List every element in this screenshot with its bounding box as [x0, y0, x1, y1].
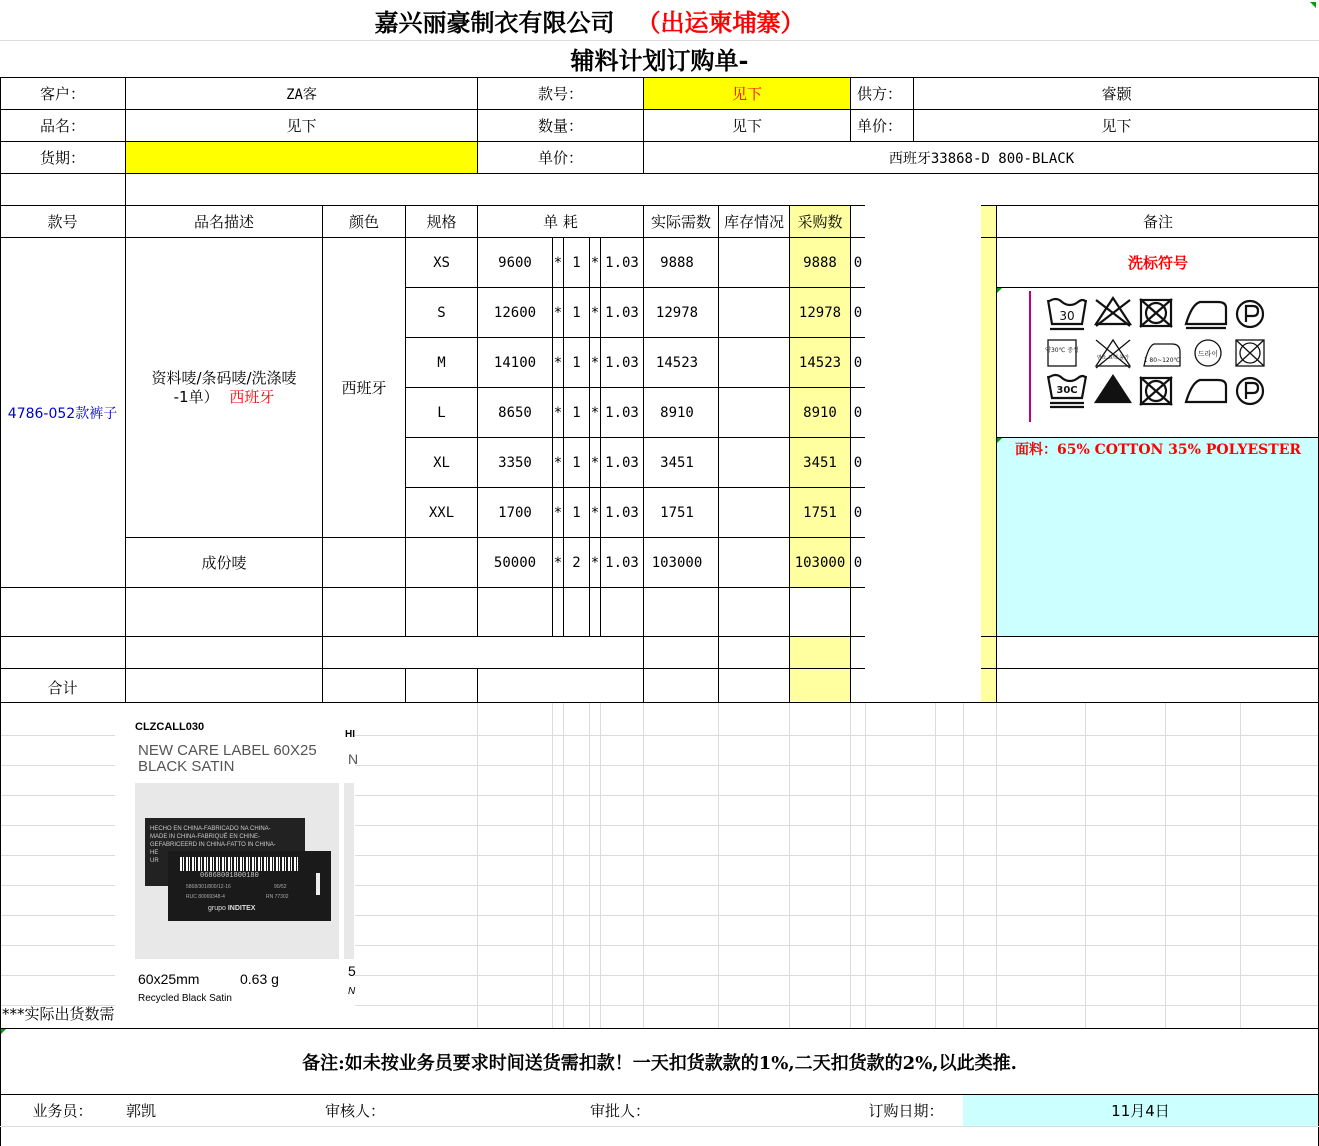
dry-clean-p-icon-2 — [1237, 378, 1263, 404]
star-cell: * — [590, 454, 600, 471]
col-actual-need: 实际需数 — [650, 213, 711, 231]
size-cell: M — [437, 354, 446, 371]
price-label: 单价： — [857, 117, 903, 135]
purchase-cell: 3451 — [803, 454, 837, 471]
label-slot — [316, 873, 320, 895]
next-card-letter-3: 5 — [348, 963, 356, 979]
qty-cell: 8650 — [498, 404, 532, 421]
inditex-logo — [208, 905, 255, 912]
star-cell: * — [553, 504, 563, 521]
next-card-edge — [344, 783, 354, 959]
delivery-value[interactable] — [126, 142, 477, 173]
dry3-text: 드라이 — [1197, 350, 1219, 358]
label-text-5: UR — [150, 858, 159, 864]
label-material: Recycled Black Satin — [138, 993, 232, 1004]
composition-star2: * — [590, 554, 600, 571]
brand-name: INDITEX — [227, 905, 256, 912]
col-description: 品名描述 — [193, 213, 254, 231]
label-text-3: GEFABRICEERD IN CHINA-FATTO IN CHINA- — [150, 842, 276, 848]
care-symbols-title: 洗标符号 — [1127, 254, 1188, 272]
label-code-3: RUC 80069348-4 — [186, 894, 225, 900]
next-card-letter-2: N — [348, 751, 359, 767]
need-cell: 9888 — [660, 254, 694, 271]
col-remarks: 备注 — [1142, 213, 1173, 231]
star-cell: * — [553, 254, 563, 271]
factor-cell: 1.03 — [605, 504, 639, 521]
composition-need: 103000 — [651, 554, 703, 571]
description-main: 资料唛/条码唛/洗涤唛 — [151, 368, 297, 387]
description-cell — [126, 238, 322, 537]
comment-marker — [997, 288, 1002, 293]
delivery-label: 货期： — [39, 149, 85, 167]
date-label: 订购日期： — [868, 1102, 944, 1120]
col-stock: 库存情况 — [723, 213, 784, 231]
label-size: 60x25mm — [138, 971, 200, 987]
label-card — [115, 703, 359, 1028]
composition-star1: * — [553, 554, 563, 571]
customer-value: ZA客 — [286, 86, 317, 103]
total-label: 合计 — [47, 679, 78, 697]
composition-name: 成份唛 — [201, 554, 247, 572]
iron1-text: 1 80~120℃ — [1143, 357, 1181, 364]
style-value: 见下 — [731, 85, 762, 103]
star-cell: * — [590, 404, 600, 421]
label-photo — [135, 783, 339, 959]
col-size: 规格 — [426, 213, 457, 231]
qty-value: 见下 — [731, 117, 762, 135]
dry1-text: 약30℃ 중성 — [1045, 347, 1079, 354]
composition-extra: 0 — [853, 554, 863, 571]
no-tumble-dry-icon — [1140, 299, 1172, 327]
care-symbols-panel — [1040, 292, 1280, 422]
composition-mult: 2 — [572, 554, 581, 571]
need-cell: 14523 — [655, 354, 699, 371]
no-bleach-icon — [1096, 298, 1130, 326]
no-tumble-icon-2 — [1140, 377, 1172, 405]
label-title-line1: NEW CARE LABEL 60X25 — [138, 742, 317, 759]
purchase-fill-3 — [790, 669, 850, 701]
customer-label: 客户： — [39, 85, 85, 103]
label-title-line2: BLACK SATIN — [138, 758, 235, 775]
barcode-icon — [180, 857, 300, 871]
star-cell: * — [590, 354, 600, 371]
extra-cell: 0 — [853, 404, 863, 421]
next-card-letter-1: HI — [345, 729, 355, 740]
bleach-icon — [1096, 376, 1130, 402]
size-cell: XXL — [428, 504, 455, 521]
need-cell: 12978 — [655, 304, 699, 321]
narrow-yellow-column — [981, 206, 996, 702]
factor-cell: 1.03 — [605, 354, 639, 371]
supplier-label: 供方： — [857, 85, 903, 103]
label-text-1: HECHO EN CHINA-FABRICADO NA CHINA- — [150, 826, 271, 832]
mult-cell: 1 — [572, 404, 581, 421]
fabric-composition: 面料：65% COTTON 35% POLYESTER — [1014, 442, 1302, 458]
qty-cell: 1700 — [498, 504, 532, 521]
col-purchase: 采购数 — [797, 213, 843, 231]
style-no-cell: 4786-052款裤子 — [7, 405, 118, 422]
description-country: 西班牙 — [229, 387, 275, 406]
comment-marker — [997, 438, 1002, 443]
size-cell: XL — [433, 454, 450, 471]
dry2-text: 염소 표백 불가 — [1096, 355, 1130, 361]
composition-purchase: 103000 — [794, 554, 846, 571]
wash30c-text: 30C — [1056, 385, 1078, 396]
size-cell: L — [437, 404, 446, 421]
mult-cell: 1 — [572, 504, 581, 521]
label-front-tag — [168, 851, 331, 921]
label-text-2: MADE IN CHINA-FABRIQUÉ EN CHINE- — [150, 834, 261, 840]
qty-cell: 14100 — [493, 354, 537, 371]
qty-cell: 9600 — [498, 254, 532, 271]
factor-cell: 1.03 — [605, 254, 639, 271]
price-value: 见下 — [1101, 117, 1132, 135]
extra-cell: 0 — [853, 304, 863, 321]
mult-cell: 1 — [572, 254, 581, 271]
extra-cell: 0 — [853, 454, 863, 471]
salesman-label: 业务员： — [32, 1102, 93, 1120]
mult-cell: 1 — [572, 454, 581, 471]
size-cell: XS — [433, 254, 450, 271]
description-line2-text: -1单） — [173, 387, 219, 406]
size-cell: S — [437, 304, 446, 321]
mult-cell: 1 — [572, 354, 581, 371]
extra-cell: 0 — [853, 354, 863, 371]
extra-cell: 0 — [853, 254, 863, 271]
label-text-4: HE — [150, 850, 159, 856]
need-cell: 8910 — [660, 404, 694, 421]
purchase-cell: 14523 — [798, 354, 842, 371]
brand-prefix: grupo — [208, 905, 226, 912]
label-code-4: RN 77302 — [266, 894, 289, 900]
company-name: 嘉兴丽豪制衣有限公司 — [374, 7, 615, 37]
price2-value: 西班牙33868-D 800-BLACK — [888, 150, 1075, 167]
factor-cell: 1.03 — [605, 304, 639, 321]
need-cell: 3451 — [660, 454, 694, 471]
star-cell: * — [590, 304, 600, 321]
star-cell: * — [553, 404, 563, 421]
shipment-stamp: （出运柬埔寨） — [636, 7, 805, 37]
approver-label: 审批人： — [589, 1102, 650, 1120]
page-subtitle: 辅料计划订购单- — [570, 45, 749, 75]
description-line2 — [174, 388, 275, 407]
dry-clean-p-icon — [1237, 301, 1263, 327]
next-card-letter-4: N — [348, 986, 356, 997]
iron-icon-2 — [1186, 380, 1226, 402]
label-code-1: 5868/301/800/12-16 — [186, 884, 231, 890]
purchase-cell: 1751 — [803, 504, 837, 521]
col-unit-consumption: 单 耗 — [543, 213, 578, 231]
salesman-value: 郭凯 — [126, 1102, 157, 1120]
purchase-cell: 12978 — [798, 304, 842, 321]
col-style-no: 款号 — [47, 213, 78, 231]
label-code-2: 90/52 — [274, 884, 287, 890]
cell-marker — [1310, 2, 1316, 8]
star-cell: * — [590, 254, 600, 271]
qty-cell: 12600 — [493, 304, 537, 321]
label-title — [138, 743, 317, 775]
actual-shipment-note: ***实际出货数需 — [2, 1004, 115, 1023]
star-cell: * — [590, 504, 600, 521]
purchase-cell: 9888 — [803, 254, 837, 271]
hidden-columns — [865, 205, 981, 702]
star-cell: * — [553, 354, 563, 371]
care-panel-bar — [1029, 291, 1031, 422]
extra-cell: 0 — [853, 504, 863, 521]
color-cell: 西班牙 — [341, 379, 387, 397]
reviewer-label: 审核人： — [324, 1102, 385, 1120]
purchase-fill-2 — [790, 637, 850, 668]
penalty-note: 备注:如未按业务员要求时间送货需扣款！一天扣货款款的1%,二天扣货款的2%,以此类推. — [302, 1052, 1017, 1074]
composition-qty: 50000 — [493, 554, 537, 571]
factor-cell: 1.03 — [605, 454, 639, 471]
mult-cell: 1 — [572, 304, 581, 321]
purchase-cell: 8910 — [803, 404, 837, 421]
qty-label: 数量： — [537, 117, 583, 135]
product-label: 品名： — [39, 117, 85, 135]
composition-factor: 1.03 — [605, 554, 639, 571]
iron-icon — [1186, 302, 1226, 328]
star-cell: * — [553, 304, 563, 321]
date-value: 11月4日 — [1111, 1102, 1170, 1120]
col-color: 颜色 — [348, 213, 379, 231]
fabric-cell-fill — [997, 438, 1319, 636]
title-block — [0, 0, 1319, 40]
factor-cell: 1.03 — [605, 404, 639, 421]
product-value: 见下 — [286, 117, 317, 135]
barcode-number: 06868001800180 — [200, 872, 259, 880]
price2-label: 单价： — [537, 149, 583, 167]
label-weight: 0.63 g — [240, 971, 279, 987]
style-label: 款号： — [537, 85, 583, 103]
label-code: CLZCALL030 — [135, 721, 205, 733]
qty-cell: 3350 — [498, 454, 532, 471]
supplier-value: 睿颢 — [1101, 85, 1132, 103]
need-cell: 1751 — [660, 504, 694, 521]
wash30-text: 30 — [1059, 309, 1075, 323]
star-cell: * — [553, 454, 563, 471]
